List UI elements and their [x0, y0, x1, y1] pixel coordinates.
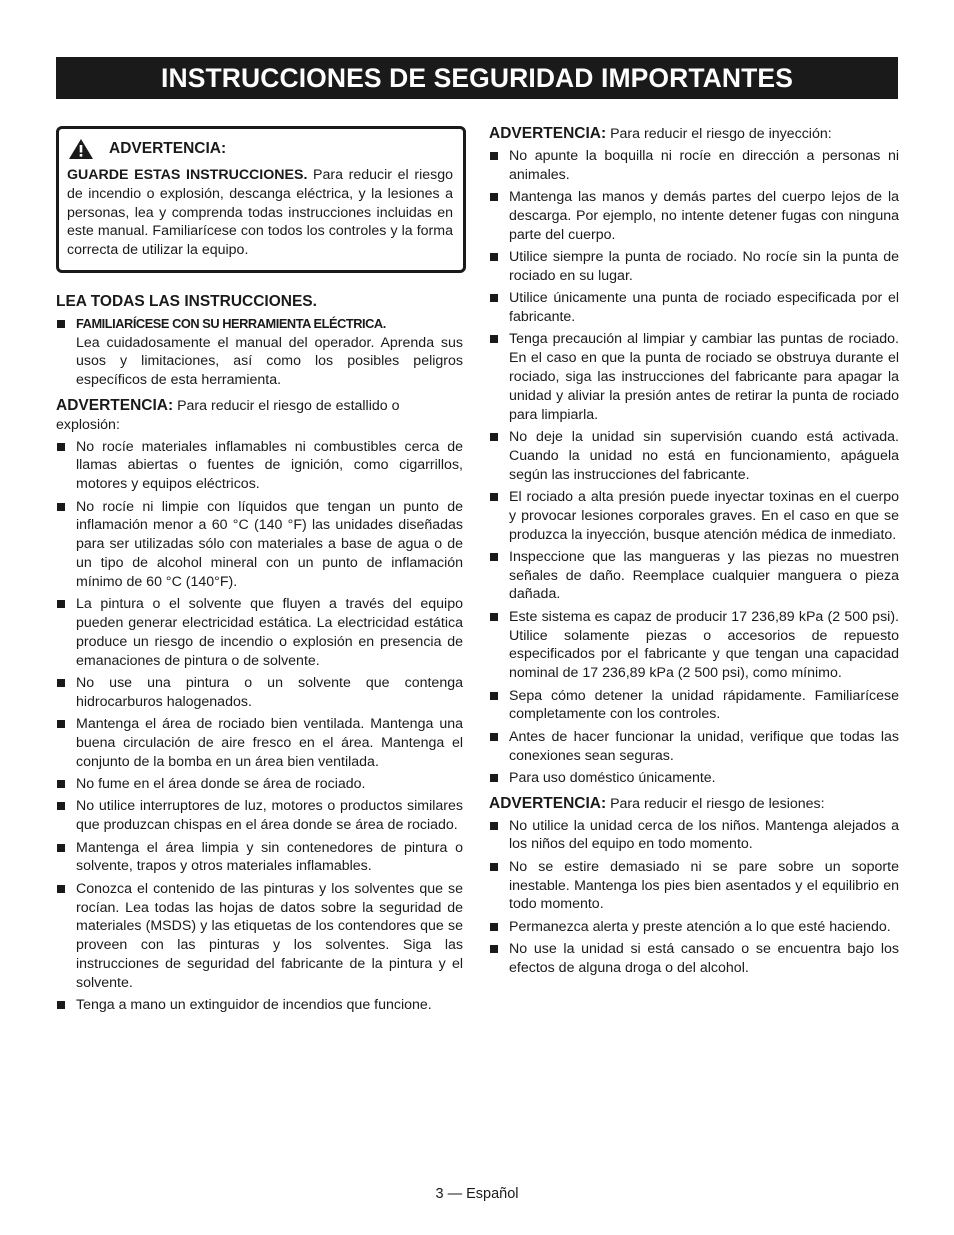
- list-item: [56, 839, 463, 877]
- bullet-icon: [490, 692, 498, 700]
- bullet-icon: [490, 863, 498, 871]
- list-item-text: No se estire demasiado ni se pare sobre un soporte inestable. Mantenga los pies bien asentados y el equilibrio en todo momento.: [509, 858, 899, 913]
- list-item: [56, 996, 463, 1015]
- list-item: [489, 188, 899, 244]
- bullet-icon: [57, 503, 65, 511]
- bullet-icon: [490, 774, 498, 782]
- bullet-icon: [57, 844, 65, 852]
- list-item-text: Este sistema es capaz de producir 17 236,89 kPa (2 500 psi). Utilice solamente piezas o accesorios de repuesto especificados por el fabricante y que tengan una capacidad nominal de 17 236,89 kPa (2 500 psi), como mínimo.: [509, 608, 899, 682]
- list-item-text: Conozca el contenido de las pinturas y los solventes que se rocían. Lea todas las hojas de datos sobre la seguridad de materiales (MSDS) y las etiquetas de los contendores que se proveen con las pinturas y los solventes. Siga las instrucciones de seguridad del fabricante de la pintura y el solvente.: [76, 880, 463, 991]
- list-item-text: No utilice interruptores de luz, motores o productos similares que produzcan chispas en el área donde se área de rociado.: [76, 798, 463, 834]
- warning-triangle-icon: [69, 139, 93, 159]
- bullet-icon: [57, 885, 65, 893]
- bullet-icon: [57, 320, 65, 328]
- list-item-text: Inspeccione que las mangueras y las piezas no muestren señales de daño. Reemplace cualquier manguera o pieza dañada.: [509, 548, 899, 603]
- bullet-icon: [490, 923, 498, 931]
- warning-box-text: Para reducir el riesgo de incendio o explosión, descanga eléctrica, y la lesiones a personas, lea y comprenda todas instrucciones incluidas en este manual. Familiarícese con todos los controles y la forma correcta de utilizar la equipo.: [67, 167, 453, 259]
- explosion-list: [56, 438, 463, 1015]
- list-item-text: Utilice únicamente una punta de rociado especificada por el fabricante.: [509, 290, 899, 325]
- list-item: [489, 940, 899, 978]
- list-item: [489, 289, 899, 327]
- injection-warning-label: ADVERTENCIA:: [489, 125, 607, 142]
- list-item: [56, 674, 463, 712]
- list-item-text: No fume en el área donde se área de rociado.: [76, 776, 366, 793]
- warning-box-bold-text: GUARDE ESTAS INSTRUCCIONES.: [67, 167, 308, 183]
- list-item: [489, 918, 899, 937]
- injection-warning-intro: Para reducir el riesgo de inyección:: [610, 126, 832, 142]
- bullet-icon: [490, 945, 498, 953]
- list-item-text: Tenga a mano un extinguidor de incendios que funcione.: [76, 997, 432, 1014]
- warning-box-header: [67, 139, 453, 159]
- bullet-icon: [490, 493, 498, 501]
- bullet-icon: [490, 294, 498, 302]
- list-item: [489, 608, 899, 683]
- right-column: [489, 125, 899, 985]
- bullet-icon: [57, 443, 65, 451]
- bullet-icon: [490, 822, 498, 830]
- injury-warning-heading: [489, 795, 899, 814]
- list-item: [489, 248, 899, 286]
- read-all-heading: LEA TODAS LAS INSTRUCCIONES.: [56, 292, 317, 310]
- bullet-icon: [490, 553, 498, 561]
- bullet-icon: [490, 733, 498, 741]
- read-all-list: [56, 315, 463, 390]
- list-item-text: No utilice la unidad cerca de los niños. Mantenga alejados a los niños del equipo en todo momento.: [509, 817, 899, 853]
- list-item-text: La pintura o el solvente que fluyen a través del equipo pueden generar electricidad estática. La electricidad estática produce un riesgo de incendio o explosión en presencia de emanaciones de pintura o de solvente.: [76, 596, 463, 669]
- list-item: [56, 880, 463, 993]
- list-item-text: No rocíe ni limpie con líquidos que tengan un punto de inflamación menor a 60 °C (140 °F) las unidades diseñadas para ser utilizadas sólo con materiales a base de agua o de un tipo de alcohol mineral con un punto de inflamación mínimo de 60 °C (140°F).: [76, 498, 463, 590]
- list-item-text: El rociado a alta presión puede inyectar toxinas en el cuerpo y provocar lesiones corporales graves. En el caso en que se produzca la inyección, busque atención médica de inmediato.: [509, 488, 899, 543]
- list-item: [489, 728, 899, 766]
- list-item: [489, 428, 899, 484]
- list-item-text: Para uso doméstico únicamente.: [509, 770, 716, 787]
- list-item: [56, 715, 463, 771]
- list-item-text: Utilice siempre la punta de rociado. No rocíe sin la punta de rociado en su lugar.: [509, 248, 899, 284]
- list-item-text: No use una pintura o un solvente que contenga hidrocarburos halogenados.: [76, 674, 463, 710]
- list-item-text: Mantenga el área limpia y sin contenedores de pintura o solvente, trapos y otros materiales inflamables.: [76, 839, 463, 875]
- bullet-icon: [490, 253, 498, 261]
- list-item: [489, 330, 899, 424]
- list-item: [489, 147, 899, 185]
- bullet-icon: [57, 780, 65, 788]
- read-all-item-text: Lea cuidadosamente el manual del operador. Aprenda sus usos y limitaciones, así como los posibles peligros específicos de esta herramienta.: [76, 334, 463, 389]
- page-title: INSTRUCCIONES DE SEGURIDAD IMPORTANTES: [56, 57, 898, 99]
- bullet-icon: [57, 802, 65, 810]
- list-item: [489, 548, 899, 604]
- bullet-icon: [490, 152, 498, 160]
- list-item: [56, 775, 463, 794]
- warning-box-label: ADVERTENCIA:: [109, 139, 227, 157]
- list-item-text: No apunte la boquilla ni rocíe en dirección a personas ni animales.: [509, 147, 899, 183]
- list-item-text: Permanezca alerta y preste atención a lo que esté haciendo.: [509, 918, 891, 935]
- warning-box: [56, 126, 466, 273]
- list-item: [56, 498, 463, 592]
- list-item: [489, 817, 899, 855]
- bullet-icon: [490, 335, 498, 343]
- list-item-text: Antes de hacer funcionar la unidad, verifique que todas las conexiones sean seguras.: [509, 728, 899, 764]
- explosion-warning-intro: Para reducir el riesgo de estallido o explosión:: [56, 397, 400, 433]
- list-item: [489, 769, 899, 788]
- list-item: [56, 315, 463, 390]
- injection-warning-heading: [489, 125, 899, 144]
- injection-list: [489, 147, 899, 788]
- explosion-warning-label: ADVERTENCIA:: [56, 396, 174, 414]
- injury-warning-intro: Para reducir el riesgo de lesiones:: [610, 795, 825, 812]
- bullet-icon: [490, 613, 498, 621]
- list-item: [56, 595, 463, 670]
- bullet-icon: [490, 433, 498, 441]
- warning-box-body: [67, 166, 453, 260]
- bullet-icon: [57, 720, 65, 728]
- list-item: [489, 858, 899, 914]
- list-item: [489, 687, 899, 725]
- left-column: [56, 126, 463, 1022]
- list-item-text: Tenga precaución al limpiar y cambiar las puntas de rociado. En el caso en que la punta de rociado se obstruya durante el rociado, siga las instrucciones del fabricante para apagar la unidad y aliviar la presión antes de retirar la punta de rociado para limpiarla.: [509, 331, 899, 423]
- list-item: [56, 438, 463, 494]
- list-item: [489, 488, 899, 544]
- list-item-text: No rocíe materiales inflamables ni combustibles cerca de llamas abiertas o fuentes de ignición, como cigarrillos, motores y equipos eléctricos.: [76, 438, 463, 493]
- list-item-text: Mantenga el área de rociado bien ventilada. Mantenga una buena circulación de aire fresco en el área. Mantenga el conjunto de la bomba en un área bien ventilada.: [76, 716, 463, 770]
- read-all-item-bold: FAMILIARÍCESE CON SU HERRAMIENTA ELÉCTRICA.: [76, 315, 386, 331]
- list-item-text: Mantenga las manos y demás partes del cuerpo lejos de la descarga. Por ejemplo, no intente detener fugas con ninguna parte del cuerpo.: [509, 188, 899, 243]
- bullet-icon: [57, 600, 65, 608]
- list-item-text: No deje la unidad sin supervisión cuando está activada. Cuando la unidad no está en funcionamiento, apáguela según las instrucciones del fabricante.: [509, 428, 899, 483]
- bullet-icon: [490, 193, 498, 201]
- list-item-text: No use la unidad si está cansado o se encuentra bajo los efectos de alguna droga o del alcohol.: [509, 941, 899, 976]
- explosion-warning-heading: [56, 397, 463, 435]
- list-item: [56, 797, 463, 835]
- bullet-icon: [57, 1001, 65, 1009]
- list-item-text: Sepa cómo detener la unidad rápidamente. Familiarícese completamente con los controles.: [509, 687, 899, 723]
- injury-list: [489, 817, 899, 978]
- page-footer: 3 — Español: [435, 1186, 519, 1202]
- injury-warning-label: ADVERTENCIA:: [489, 794, 607, 812]
- bullet-icon: [57, 679, 65, 687]
